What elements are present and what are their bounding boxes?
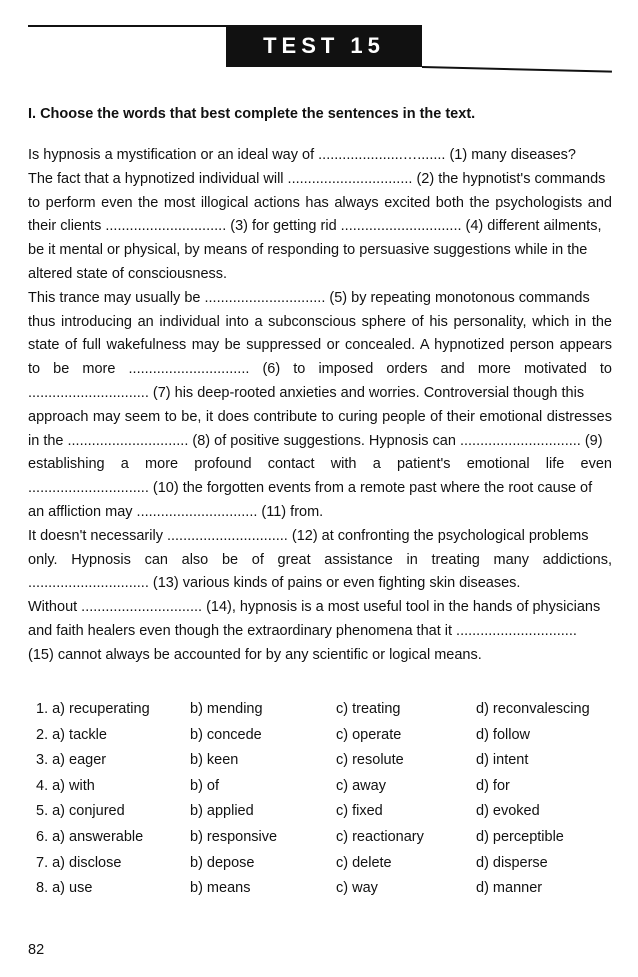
passage-line: Without .............................. (14), hypnosis is a most useful tool in the hands of physicians [28,599,601,616]
option-a: 3. a) eager [36,752,107,769]
passage-line: in the .............................. (8) of positive suggestions. Hypnosis can .............................. (9) [28,432,603,449]
option-b: b) of [190,777,220,794]
option-c: c) operate [336,726,402,743]
option-b: b) keen [190,752,239,769]
passage-line: This trance may usually be .............................. (5) by repeating monotonous commands [28,289,590,306]
option-b: b) mending [190,701,263,717]
passage-line: an affliction may .............................. (11) from. [28,503,324,520]
header-rule-right [422,66,612,73]
answer-options [36,697,616,902]
option-row [36,774,616,800]
option-row [36,851,616,877]
option-d: d) follow [476,726,530,743]
passage-line: The fact that a hypnotized individual will ............................... (2) the hypnotist's commands [28,170,606,187]
option-b: b) means [190,880,251,897]
passage-line: .............................. (13) various kinds of pains or even fighting skin diseases. [28,575,521,592]
option-a: 7. a) disclose [36,854,122,871]
option-row [36,799,616,825]
passage-line: and faith healers even though the extraordinary phenomena that it .............................. [28,622,577,639]
option-d: d) perceptible [476,828,564,845]
option-d: d) evoked [476,803,540,820]
header-rule-left [28,25,228,27]
option-c: c) away [336,777,386,794]
passage-line: be it mental or physical, by means of responding to persuasive suggestions while in the [28,242,588,259]
option-c: c) way [336,880,378,897]
option-b: b) applied [190,803,254,820]
passage-line: .............................. (7) his deep-rooted anxieties and worries. Controversial though this [28,384,585,401]
passage-line: .............................. (10) the forgotten events from a remote past where the root cause of [28,480,593,497]
option-c: c) fixed [336,803,383,820]
option-b: b) concede [190,726,262,743]
option-b: b) responsive [190,828,278,845]
option-row [36,748,616,774]
option-c: c) reactionary [336,828,424,845]
option-row [36,723,616,749]
option-a: 1. a) recuperating [36,701,150,717]
section-heading: I. Choose the words that best complete the sentences in the text. [28,106,476,122]
option-a: 2. a) tackle [36,726,107,743]
option-a: 5. a) conjured [36,803,125,820]
passage-line: (15) cannot always be accounted for by any scientific or logical means. [28,646,482,663]
test-title: TEST 15 [226,25,422,67]
option-a: 6. a) answerable [36,828,144,845]
option-row [36,876,616,902]
option-row [36,697,616,723]
passage-line: establishing a more profound contact with a patient's emotional life even [28,456,612,473]
option-a: 4. a) with [36,777,95,794]
option-d: d) for [476,777,510,794]
passage-line: approach may seem to be, it does contribute to curing people of their emotional distresses [28,408,612,425]
passage-line: their clients .............................. (3) for getting rid .............................. (4) different ailments, [28,218,602,235]
option-d: d) disperse [476,854,548,871]
option-c: c) treating [336,701,401,717]
option-d: d) intent [476,752,529,769]
passage-line: state of full wakefulness may be suppressed or concealed. A hypnotized person appears [28,337,612,354]
option-row [36,825,616,851]
option-c: c) delete [336,854,392,871]
option-b: b) depose [190,854,255,871]
passage-line: Is hypnosis a mystification or an ideal way of .....................…....... (1) many diseases? [28,147,576,163]
passage-line: only. Hypnosis can also be of great assistance in treating many addictions, [28,551,612,568]
option-a: 8. a) use [36,880,93,897]
passage-line: It doesn't necessarily .............................. (12) at confronting the psychological problems [28,527,589,544]
page-number: 82 [28,942,45,958]
passage-text [28,144,612,668]
option-d: d) manner [476,880,543,897]
option-c: c) resolute [336,752,404,769]
passage-line: to be more .............................. (6) to imposed orders and more motivated to [28,361,612,378]
passage-line: thus introducing an individual into a subconscious sphere of his personality, which in the [28,313,612,330]
option-d: d) reconvalescing [476,701,590,717]
passage-line: to perform even the most illogical actions has always excited both the psychologists and [28,194,612,211]
passage-line: altered state of consciousness. [28,265,228,282]
